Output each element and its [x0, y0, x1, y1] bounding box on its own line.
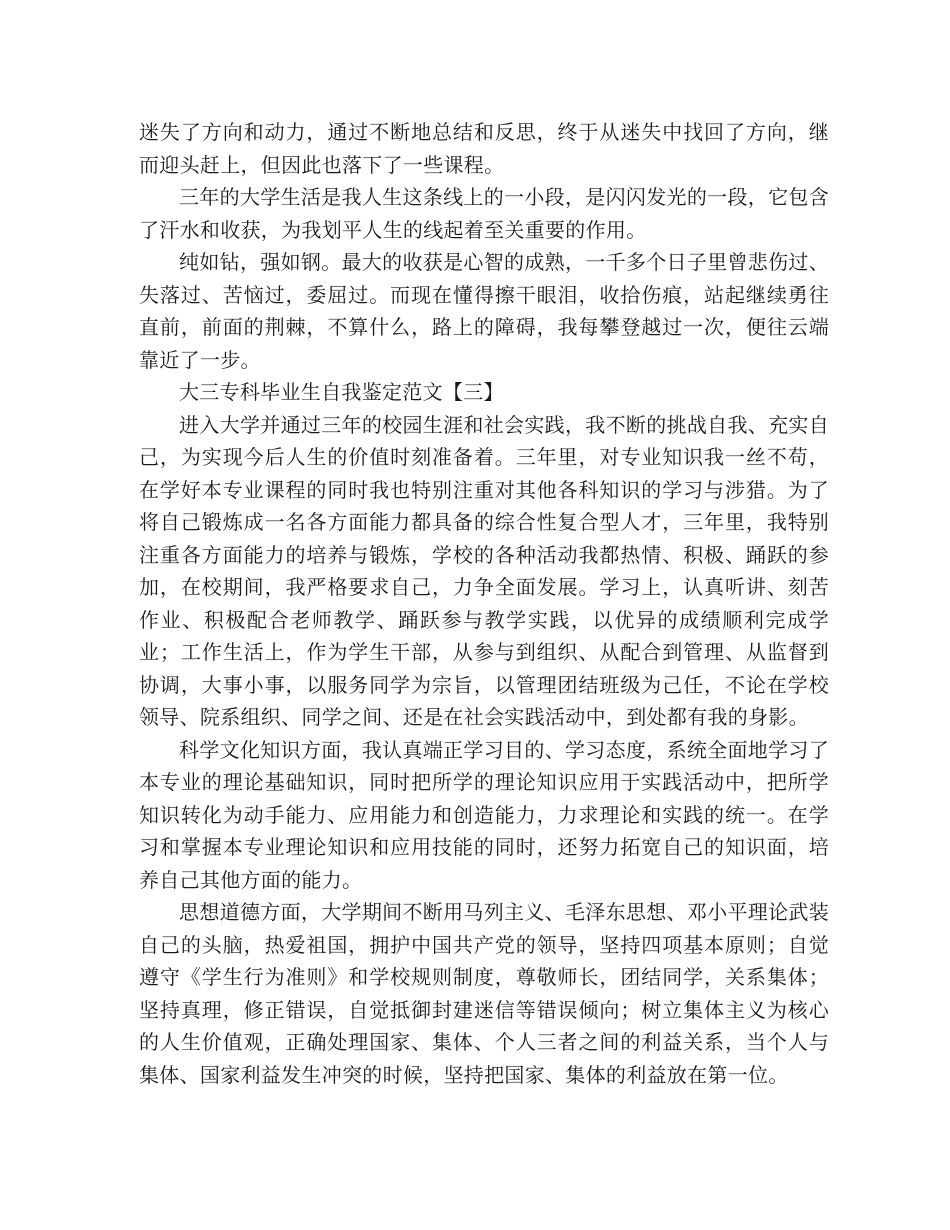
paragraph: 三年的大学生活是我人生这条线上的一小段，是闪闪发光的一段，它包含了汗水和收获，为我划平人生的线起着至关重要的作用。 — [139, 185, 829, 242]
paragraph-continued: 迷失了方向和动力，通过不断地总结和反思，终于从迷失中找回了方向，继而迎头赶上，但因此也落下了一些课程。 — [139, 120, 829, 177]
paragraph: 纯如钻，强如钢。最大的收获是心智的成熟，一千多个日子里曾悲伤过、失落过、苦恼过，委屈过。而现在懂得擦干眼泪，收拾伤痕，站起继续勇往直前，前面的荆棘，不算什么，路上的障碍，我每攀登越过一次，便往云端靠近了一步。 — [139, 250, 829, 372]
document-page — [139, 116, 829, 1091]
paragraph: 科学文化知识方面，我认真端正学习目的、学习态度，系统全面地学习了本专业的理论基础知识，同时把所学的理论知识应用于实践活动中，把所学知识转化为动手能力、应用能力和创造能力，力求理论和实践的统一。在学习和掌握本专业理论知识和应用技能的同时，还努力拓宽自己的知识面，培养自己其他方面的能力。 — [139, 737, 829, 892]
paragraph: 思想道德方面，大学期间不断用马列主义、毛泽东思想、邓小平理论武装自己的头脑，热爱祖国，拥护中国共产党的领导，坚持四项基本原则；自觉遵守《学生行为准则》和学校规则制度，尊敬师长，团结同学，关系集体；坚持真理，修正错误，自觉抵御封建迷信等错误倾向；树立集体主义为核心的人生价值观，正确处理国家、集体、个人三者之间的利益关系，当个人与集体、国家利益发生冲突的时候，坚持把国家、集体的利益放在第一位。 — [139, 900, 829, 1087]
paragraph: 进入大学并通过三年的校园生涯和社会实践，我不断的挑战自我、充实自己，为实现今后人生的价值时刻准备着。三年里，对专业知识我一丝不苟，在学好本专业课程的同时我也特别注重对其他各科知识的学习与涉猎。为了将自己锻炼成一名各方面能力都具备的综合性复合型人才，三年里，我特别注重各方面能力的培养与锻炼，学校的各种活动我都热情、积极、踊跃的参加，在校期间，我严格要求自己，力争全面发展。学习上，认真听讲、刻苦作业、积极配合老师教学、踊跃参与教学实践，以优异的成绩顺利完成学业；工作生活上，作为学生干部，从参与到组织、从配合到管理、从监督到协调，大事小事，以服务同学为宗旨，以管理团结班级为己任，不论在学校领导、院系组织、同学之间、还是在社会实践活动中，到处都有我的身影。 — [139, 412, 829, 729]
section-heading: 大三专科毕业生自我鉴定范文【三】 — [179, 380, 504, 404]
